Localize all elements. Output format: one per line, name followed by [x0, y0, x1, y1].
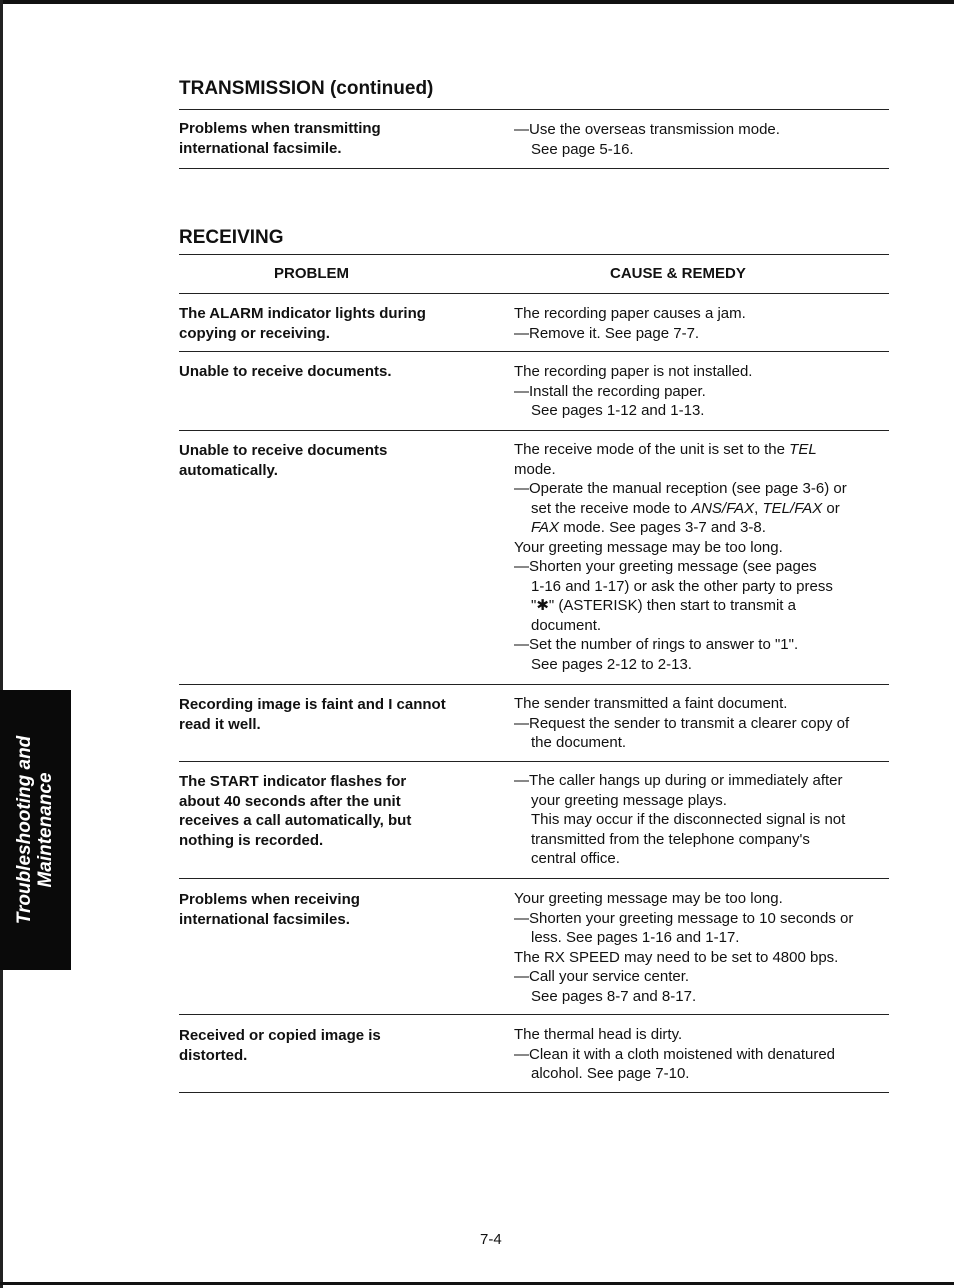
bottom-rule — [0, 1282, 954, 1285]
rule — [179, 430, 889, 431]
problem-line: Recording image is faint and I cannot — [179, 696, 446, 713]
problem-line: copying or receiving. — [179, 324, 330, 342]
row-problem — [179, 441, 489, 480]
problem-line: Unable to receive documents. — [179, 363, 392, 380]
remedy-line: —Shorten your greeting message to 10 seconds or — [514, 909, 854, 927]
row-problem — [179, 695, 489, 734]
remedy-line: This may occur if the disconnected signal is not — [531, 811, 846, 828]
remedy-line: Your greeting message may be too long. — [514, 538, 783, 556]
problem-line: Received or copied image is — [179, 1027, 381, 1044]
problem-line: about 40 seconds after the unit — [179, 792, 401, 810]
page-number: 7-4 — [480, 1231, 502, 1248]
side-tab-line: Maintenance — [35, 772, 56, 888]
row-problem — [179, 362, 489, 382]
problem-line: read it well. — [179, 715, 261, 733]
remedy-line: —Call your service center. — [514, 968, 690, 985]
receiving-heading: RECEIVING — [179, 227, 284, 248]
remedy-line: —Install the recording paper. — [514, 382, 706, 400]
row-remedy — [514, 440, 894, 674]
rule — [179, 1014, 889, 1015]
problem-line: distorted. — [179, 1046, 248, 1064]
side-tab-label — [14, 736, 56, 925]
rule — [179, 254, 889, 255]
rule — [179, 684, 889, 685]
problem-line: receives a call automatically, but — [179, 812, 412, 829]
remedy-line: document. — [531, 616, 602, 634]
remedy-line: your greeting message plays. — [531, 791, 727, 809]
remedy-line: See pages 1-12 and 1-13. — [531, 402, 705, 419]
problem-line: international facsimile. — [179, 139, 342, 157]
rule — [179, 168, 889, 169]
row-remedy — [514, 771, 894, 869]
remedy-line: —Shorten your greeting message (see pages — [514, 558, 817, 575]
remedy-column-header: CAUSE & REMEDY — [610, 265, 746, 282]
rule — [179, 1092, 889, 1093]
remedy-line: central office. — [531, 850, 620, 867]
problem-line: The START indicator flashes for — [179, 773, 407, 790]
remedy-line: —The caller hangs up during or immediately after — [514, 772, 843, 789]
row-remedy — [514, 1025, 894, 1084]
row-problem — [179, 1026, 489, 1065]
problem-line: The ALARM indicator lights during — [179, 305, 426, 322]
remedy-line: mode. — [514, 460, 556, 478]
problem-line: Problems when transmitting — [179, 120, 381, 137]
row-remedy — [514, 362, 894, 421]
rule — [179, 293, 889, 294]
remedy-line: —Clean it with a cloth moistened with denatured — [514, 1045, 836, 1063]
remedy-line: set the receive mode to ANS/FAX, TEL/FAX or — [531, 499, 840, 517]
problem-line: automatically. — [179, 461, 278, 479]
remedy-line: —Set the number of rings to answer to "1". — [514, 636, 799, 653]
problem-column-header: PROBLEM — [274, 265, 349, 282]
rule — [179, 761, 889, 762]
problem-line: nothing is recorded. — [179, 831, 324, 849]
transmission-problem — [179, 119, 489, 158]
remedy-line: The sender transmitted a faint document. — [514, 695, 788, 712]
row-remedy — [514, 694, 894, 753]
remedy-line: The recording paper is not installed. — [514, 363, 753, 380]
remedy-line: transmitted from the telephone company's — [531, 830, 810, 848]
rule — [179, 109, 889, 110]
remedy-line: See page 5-16. — [531, 140, 634, 158]
problem-line: international facsimiles. — [179, 910, 350, 928]
remedy-line: See pages 8-7 and 8-17. — [531, 987, 697, 1005]
rule — [179, 878, 889, 879]
problem-line: Problems when receiving — [179, 891, 360, 908]
problem-line: Unable to receive documents — [179, 442, 388, 459]
row-problem — [179, 890, 489, 929]
remedy-line: less. See pages 1-16 and 1-17. — [531, 929, 740, 946]
transmission-heading: TRANSMISSION (continued) — [179, 78, 434, 99]
remedy-line: —Remove it. See page 7-7. — [514, 324, 700, 342]
remedy-line: the document. — [531, 734, 627, 751]
remedy-line: —Operate the manual reception (see page 3-6) or — [514, 480, 847, 497]
remedy-line: See pages 2-12 to 2-13. — [531, 655, 692, 673]
remedy-line: The receive mode of the unit is set to the TEL — [514, 441, 817, 458]
remedy-line: The RX SPEED may need to be set to 4800 bps. — [514, 948, 839, 966]
row-problem — [179, 304, 489, 343]
side-tab-line: Troubleshooting and — [14, 735, 35, 925]
remedy-line: Your greeting message may be too long. — [514, 890, 783, 907]
rule — [179, 351, 889, 352]
remedy-line: "✱" (ASTERISK) then start to transmit a — [531, 597, 796, 614]
left-margin-rule — [0, 0, 3, 1288]
row-remedy — [514, 304, 894, 343]
remedy-line: The thermal head is dirty. — [514, 1026, 683, 1043]
remedy-line: alcohol. See page 7-10. — [531, 1065, 690, 1082]
top-border — [0, 0, 954, 4]
remedy-line: —Use the overseas transmission mode. — [514, 121, 780, 138]
remedy-line: 1-16 and 1-17) or ask the other party to press — [531, 577, 833, 595]
remedy-line: The recording paper causes a jam. — [514, 305, 746, 322]
section-side-tab — [0, 690, 71, 970]
remedy-line: —Request the sender to transmit a clearer copy of — [514, 714, 850, 732]
row-remedy — [514, 889, 894, 1006]
remedy-line: FAX mode. See pages 3-7 and 3-8. — [531, 519, 766, 536]
row-problem — [179, 772, 489, 850]
transmission-remedy — [514, 120, 894, 159]
